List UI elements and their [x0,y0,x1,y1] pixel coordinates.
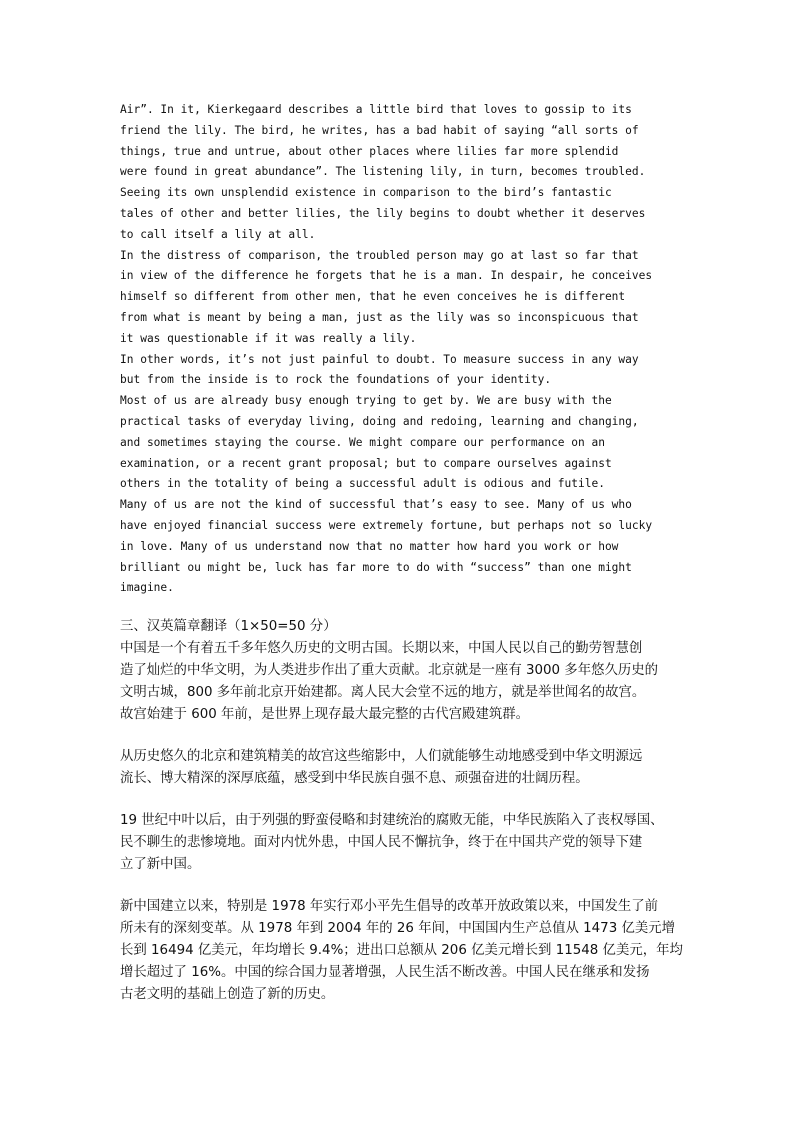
passage-line: and sometimes staying the course. We might compare our performance on an [120,435,605,449]
paragraph-1 [120,638,690,726]
passage-line: in love. Many of us understand now that no matter how hard you work or how [120,539,619,553]
paragraph-2 [120,746,690,790]
passage-line: friend the lily. The bird, he writes, has a bad habit of saying “all sorts of [120,123,639,137]
paragraph-line: 民不聊生的悲惨境地。面对内忧外患，中国人民不懈抗争，终于在中国共产党的领导下建 [120,835,643,850]
paragraph-line: 故宫始建于 600 年前，是世界上现存最大最完整的古代宫殿建筑群。 [120,707,530,722]
passage-line: to call itself a lily at all. [120,227,316,241]
section-heading: 三、汉英篇章翻译（1×50=50 分） [120,619,337,634]
paragraph-line: 文明古城，800 多年前北京开始建都。离人民大会堂不远的地方，就是举世闻名的故宫。 [120,685,646,700]
passage-line: Most of us are already busy enough trying to get by. We are busy with the [120,394,612,408]
paragraph-line: 中国是一个有着五千多年悠久历史的文明古国。长期以来，中国人民以自己的勤劳智慧创 [120,641,643,656]
passage-line: himself so different from other men, that he even conceives he is different [120,290,626,304]
passage-line: in view of the difference he forgets that he is a man. In despair, he conceives [120,269,653,283]
passage-line: In the distress of comparison, the troubled person may go at last so far that [120,248,639,262]
passage-line: Seeing its own unsplendid existence in comparison to the bird’s fantastic [120,186,612,200]
passage-line: it was questionable if it was really a lily. [120,331,417,345]
passage-line: Many of us are not the kind of successful that’s easy to see. Many of us who [120,498,632,512]
passage-line: practical tasks of everyday living, doing and redoing, learning and changing, [120,414,639,428]
paragraph-line: 立了新中国。 [120,857,201,872]
english-passage [120,100,690,599]
paragraph-line: 19 世纪中叶以后，由于列强的野蛮侵略和封建统治的腐败无能，中华民族陷入了丧权辱国、 [120,813,664,828]
paragraph-line: 流长、博大精深的深厚底蕴，感受到中华民族自强不息、顽强奋进的壮阔历程。 [120,771,589,786]
passage-line: Air”. In it, Kierkegaard describes a little bird that loves to gossip to its [120,103,632,116]
passage-line: things, true and untrue, about other places where lilies far more splendid [120,144,619,158]
passage-line: have enjoyed financial success were extremely fortune, but perhaps not so lucky [120,518,653,532]
section-three [120,616,690,1026]
passage-line: from what is meant by being a man, just as the lily was so inconspicuous that [120,310,639,324]
paragraph-3 [120,810,690,876]
paragraph-line: 长到 16494 亿美元，年均增长 9.4%；进出口总额从 206 亿美元增长到 11548 亿美元，年均 [120,943,683,958]
passage-line: In other words, it’s not just painful to doubt. To measure success in any way [120,352,639,366]
passage-line: others in the totality of being a successful adult is odious and futile. [120,477,605,491]
passage-line: examination, or a recent grant proposal; but to compare ourselves against [120,456,612,470]
passage-line: but from the inside is to rock the foundations of your identity. [120,373,552,387]
paragraph-line: 造了灿烂的中华文明，为人类进步作出了重大贡献。北京就是一座有 3000 多年悠久历史的 [120,663,659,678]
paragraph-line: 所未有的深刻变革。从 1978 年到 2004 年的 26 年间，中国国内生产总值从 1473 亿美元增 [120,921,676,936]
paragraph-line: 古老文明的基础上创造了新的历史。 [120,987,335,1002]
passage-line: were found in great abundance”. The listening lily, in turn, becomes troubled. [120,165,646,179]
paragraph-line: 新中国建立以来，特别是 1978 年实行邓小平先生倡导的改革开放政策以来，中国发生了前 [120,899,659,914]
paragraph-line: 从历史悠久的北京和建筑精美的故宫这些缩影中，人们就能够生动地感受到中华文明源远 [120,749,643,764]
passage-line: brilliant ou might be, luck has far more to do with “success” than one might [120,560,632,574]
paragraph-line: 增长超过了 16%。中国的综合国力显著增强，人民生活不断改善。中国人民在继承和发扬 [120,965,650,980]
passage-line: tales of other and better lilies, the lily begins to doubt whether it deserves [120,206,646,220]
paragraph-4 [120,896,690,1006]
passage-line: imagine. [120,581,174,595]
